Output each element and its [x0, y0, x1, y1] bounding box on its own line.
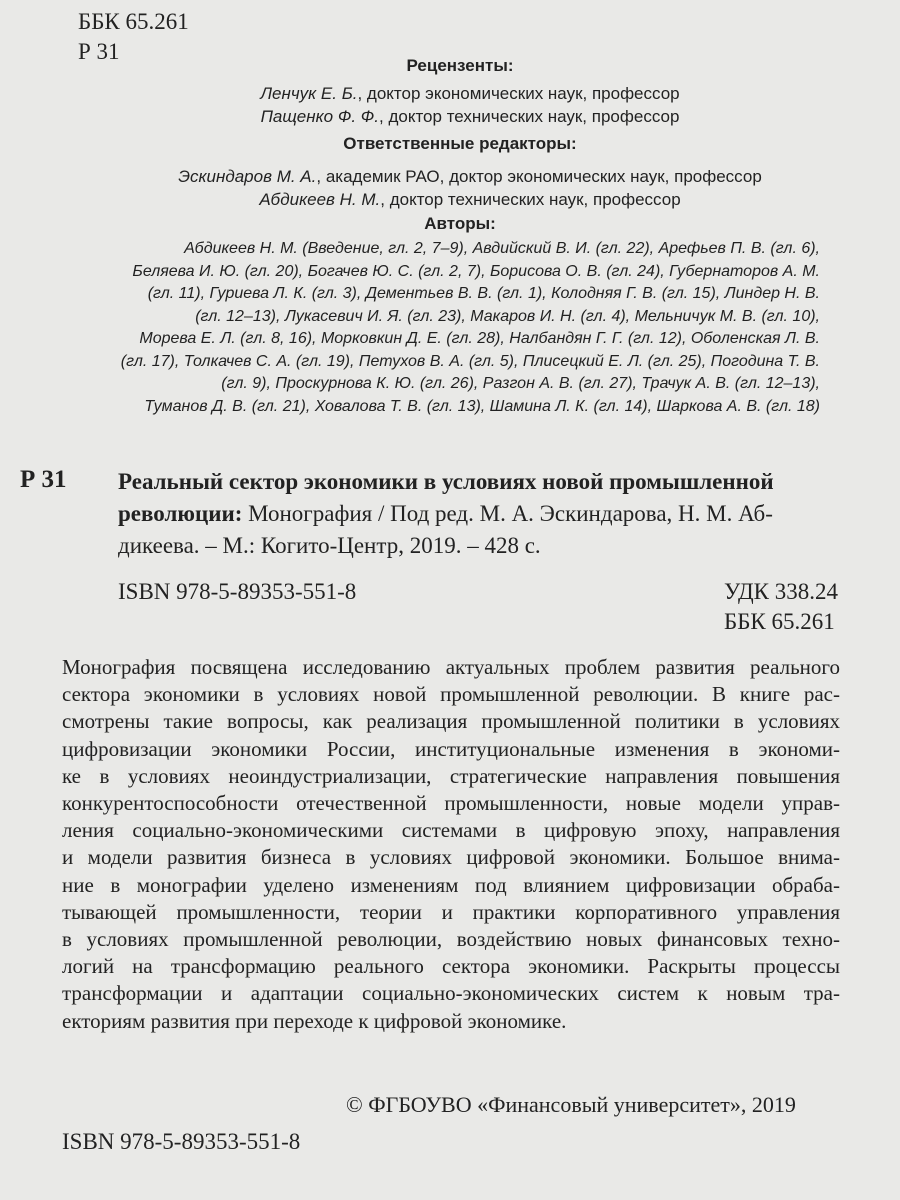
abstract-line: и модели развития бизнеса в условиях цифровой экономики. Большое внима- [62, 845, 840, 870]
show-through-shadow [265, 414, 314, 468]
editor-title: , академик РАО, доктор экономических наук, профессор [316, 167, 762, 186]
record-title-line-1 [118, 466, 834, 498]
record-isbn: ISBN 978-5-89353-551-8 [118, 579, 357, 604]
abstract-line: смотрены такие вопросы, как реализация промышленной политики в условиях [62, 709, 840, 734]
authors-line: (гл. 9), Проскурнова К. Ю. (гл. 26), Разгон А. В. (гл. 27), Трачук А. В. (гл. 12–13), [221, 375, 820, 392]
editors-list [20, 165, 900, 211]
abstract-line: трансформации и адаптации социально-экономических систем к новым тра- [62, 981, 840, 1006]
bottom-isbn: ISBN 978-5-89353-551-8 [62, 1129, 301, 1154]
authors-line: Морева Е. Л. (гл. 8, 16), Морковкин Д. Е. (гл. 28), Налбандян Г. Г. (гл. 12), Оболенская Л. В. [139, 330, 820, 347]
editor-name: Эскиндаров М. А. [178, 167, 317, 186]
abstract-line: цифровизации экономики России, институциональные изменения в экономи- [62, 736, 840, 761]
record-imprint-line: дикеева. – М.: Когито-Центр, 2019. – 428 с. [118, 533, 541, 558]
record-editors-text: Монография / Под ред. М. А. Эскиндарова, Н. М. Аб- [242, 501, 773, 526]
record-title-line-2 [118, 498, 834, 530]
reviewer-line [20, 105, 900, 128]
abstract-line: ке в условиях неоиндустриализации, стратегические направления повышения [62, 763, 840, 788]
editor-line [20, 188, 900, 211]
authors-list [96, 238, 820, 418]
reviewers-list [20, 82, 900, 128]
reviewer-title: , доктор технических наук, профессор [379, 107, 680, 126]
editors-heading: Ответственные редакторы: [343, 134, 577, 153]
authors-line: Абдикеев Н. М. (Введение, гл. 2, 7–9), Авдийский В. И. (гл. 22), Арефьев П. В. (гл. 6), [184, 240, 820, 257]
record-author-mark: Р 31 [20, 466, 67, 493]
abstract-line: конкурентоспособности отечественной промышленности, новые модели управ- [62, 791, 840, 816]
abstract-line: логий на трансформацию реального сектора экономики. Раскрыты процессы [62, 954, 840, 979]
abstract-line: Монография посвящена исследованию актуальных проблем развития реального [62, 655, 840, 679]
authors-line: Беляева И. Ю. (гл. 20), Богачев Ю. С. (гл. 2, 7), Борисова О. В. (гл. 24), Губернаторов А. М. [132, 262, 820, 280]
authors-line: (гл. 11), Гуриева Л. К. (гл. 3), Дементьев В. В. (гл. 1), Колодняя Г. В. (гл. 15), Линдер Н. В. [147, 285, 820, 302]
editor-line [20, 165, 900, 188]
abstract-line: екториям развития при переходе к цифровой экономике. [62, 1008, 567, 1033]
editor-name: Абдикеев Н. М. [259, 190, 381, 209]
udk-code: УДК 338.24 [724, 579, 838, 604]
top-bbk-code: ББК 65.261 [78, 9, 189, 34]
authors-heading: Авторы: [424, 214, 496, 233]
abstract-paragraph [62, 654, 840, 1035]
abstract-line: ления социально-экономическими системами в цифровую эпоху, направления [62, 818, 840, 843]
record-title-part-1: Реальный сектор экономики в условиях новой промышленной [118, 469, 774, 494]
abstract-line: ние в монографии уделено изменениям под влиянием цифровизации обраба- [62, 872, 840, 897]
bibliographic-record [118, 466, 834, 562]
reviewer-line [20, 82, 900, 105]
record-title-part-2: революции: [118, 501, 243, 526]
reviewer-name: Ленчук Е. Б. [260, 84, 358, 103]
top-author-mark: Р 31 [78, 39, 120, 64]
editor-title: , доктор технических наук, профессор [380, 190, 681, 209]
abstract-line: тывающей промышленности, теории и практики корпоративного управления [62, 899, 840, 924]
authors-line: Туманов Д. В. (гл. 21), Ховалова Т. В. (гл. 13), Шамина Л. К. (гл. 14), Шаркова А. В. (гл. 18) [144, 397, 820, 415]
authors-line: (гл. 17), Толкачев С. А. (гл. 19), Петухов В. А. (гл. 5), Плисецкий Е. Л. (гл. 25), Погодина Т. В. [120, 352, 820, 370]
reviewer-title: , доктор экономических наук, профессор [357, 84, 680, 103]
abstract-line: в условиях промышленной революции, воздействию новых финансовых техно- [62, 927, 840, 952]
reviewer-name: Пащенко Ф. Ф. [260, 107, 380, 126]
authors-line: (гл. 12–13), Лукасевич И. Я. (гл. 23), Макаров И. Н. (гл. 4), Мельничук М. В. (гл. 10), [195, 307, 820, 325]
reviewers-heading: Рецензенты: [406, 56, 514, 75]
copyright-notice: © ФГБОУВО «Финансовый университет», 2019 [346, 1092, 796, 1117]
abstract-line: сектора экономики в условиях новой промышленной революции. В книге рас- [62, 682, 840, 707]
bbk-code: ББК 65.261 [724, 609, 835, 634]
